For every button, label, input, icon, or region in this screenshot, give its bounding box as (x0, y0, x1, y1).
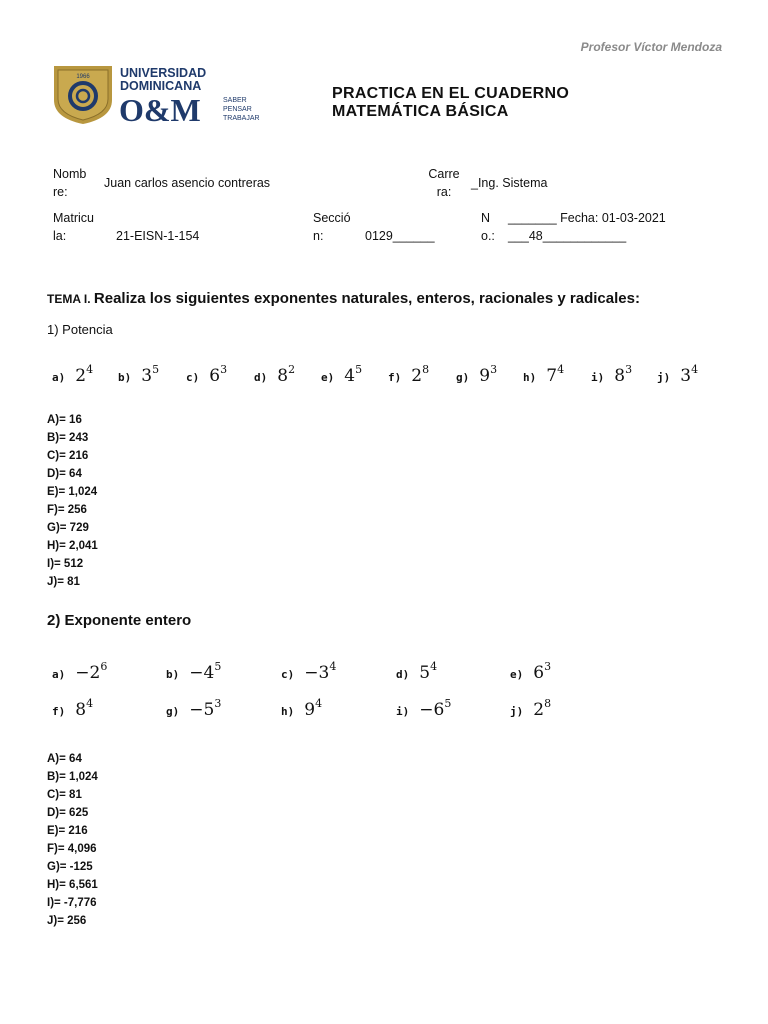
section2-exercise-g (166, 697, 222, 720)
document-title (332, 85, 569, 121)
section2-exercise-h (281, 697, 323, 720)
section2-answer: C)= 81 (47, 789, 82, 801)
university-logo (52, 64, 272, 126)
exercise-label: h) (523, 371, 537, 384)
tema-prefix: TEMA I. (47, 292, 94, 306)
nombre-label-line1: Nomb (53, 167, 87, 181)
section1-exercise-h (523, 363, 565, 386)
fecha-text: _______ Fecha: 01-03-2021 (508, 211, 666, 225)
exercise-label: a) (52, 371, 66, 384)
exercise-label: d) (396, 668, 410, 681)
exercise-base: 3 (141, 366, 153, 386)
section1-exercise-d (254, 363, 296, 386)
numero-value: ___48____________ (508, 229, 627, 243)
exercise-base: 8 (75, 700, 87, 720)
exercise-exponent: 4 (86, 697, 94, 710)
section1-answer: B)= 243 (47, 432, 89, 444)
exercise-exponent: 5 (214, 660, 222, 673)
exercise-base: 5 (419, 663, 431, 683)
exercise-label: c) (281, 668, 295, 681)
section2-answer: F)= 4,096 (47, 843, 97, 855)
exercise-base: −2 (75, 663, 101, 683)
section1-answer: G)= 729 (47, 522, 89, 534)
section2-answer: A)= 64 (47, 753, 82, 765)
section1-answer: F)= 256 (47, 504, 87, 516)
carrera-label-line2: ra: (436, 185, 452, 199)
exercise-exponent: 4 (86, 363, 94, 376)
nombre-label (53, 165, 86, 201)
section2-answers (47, 750, 98, 930)
section1-exercise-b (118, 363, 160, 386)
exercise-exponent: 3 (544, 660, 552, 673)
seccion-value: 0129______ (365, 229, 435, 243)
section1-answer: D)= 64 (47, 468, 82, 480)
exercise-label: e) (510, 668, 524, 681)
carrera-label-line1: Carre (428, 167, 460, 181)
exercise-exponent: 3 (220, 363, 228, 376)
exercise-base: 2 (533, 700, 545, 720)
exercise-label: g) (166, 705, 180, 718)
section1-exercise-j (657, 363, 699, 386)
exercise-base: 2 (411, 366, 423, 386)
exercise-exponent: 3 (490, 363, 498, 376)
section1-answer: A)= 16 (47, 414, 82, 426)
section2-answer: E)= 216 (47, 825, 88, 837)
exercise-base: 6 (533, 663, 545, 683)
exercise-base: 6 (209, 366, 221, 386)
exercise-label: b) (118, 371, 132, 384)
exercise-exponent: 8 (544, 697, 552, 710)
title-line-2: MATEMÁTICA BÁSICA (332, 103, 509, 120)
matricula-label-line1: Matricu (53, 211, 94, 225)
svg-text:1966: 1966 (76, 74, 90, 80)
exercise-label: c) (186, 371, 200, 384)
section1-exercise-e (321, 363, 363, 386)
exercise-exponent: 5 (355, 363, 363, 376)
seccion-label-line2: n: (313, 229, 324, 243)
exercise-exponent: 4 (430, 660, 438, 673)
exercise-label: h) (281, 705, 295, 718)
svg-text:PENSAR: PENSAR (223, 106, 252, 113)
exercise-exponent: 4 (315, 697, 323, 710)
carrera-value: _Ing. Sistema (471, 176, 548, 190)
exercise-label: a) (52, 668, 66, 681)
tema-instruction (47, 290, 640, 307)
exercise-label: d) (254, 371, 268, 384)
carrera-label (426, 165, 462, 201)
section1-answer: J)= 81 (47, 576, 80, 588)
section2-exercise-a (52, 660, 108, 683)
section2-answer: I)= -7,776 (47, 897, 97, 909)
matricula-label-line2: la: (53, 229, 67, 243)
numero-label-line2: o.: (481, 229, 495, 243)
section2-exercise-d (396, 660, 438, 683)
exercise-base: 4 (344, 366, 356, 386)
professor-name: Profesor Víctor Mendoza (580, 40, 722, 54)
seccion-label (313, 209, 351, 245)
exercise-base: 9 (304, 700, 316, 720)
matricula-value: 21-EISN-1-154 (116, 229, 200, 243)
section2-answer: J)= 256 (47, 915, 87, 927)
section2-answer: G)= -125 (47, 861, 93, 873)
numero-label (481, 209, 495, 245)
nombre-label-line2: re: (53, 185, 68, 199)
exercise-label: i) (591, 371, 605, 384)
svg-text:UNIVERSIDAD: UNIVERSIDAD (120, 66, 207, 80)
exercise-exponent: 3 (214, 697, 222, 710)
section1-answer: H)= 2,041 (47, 540, 98, 552)
exercise-exponent: 8 (422, 363, 430, 376)
exercise-base: 8 (277, 366, 289, 386)
section1-exercise-a (52, 363, 94, 386)
section2-exercise-i (396, 697, 452, 720)
exercise-base: −3 (304, 663, 330, 683)
exercise-label: e) (321, 371, 335, 384)
exercise-base: 3 (680, 366, 692, 386)
exercise-exponent: 5 (444, 697, 452, 710)
exercise-label: b) (166, 668, 180, 681)
section2-exercise-f (52, 697, 94, 720)
exercise-base: −4 (189, 663, 215, 683)
title-line-1: PRACTICA EN EL CUADERNO (332, 85, 570, 102)
section2-answer: H)= 6,561 (47, 879, 98, 891)
exercise-base: 9 (479, 366, 491, 386)
section1-answer: I)= 512 (47, 558, 84, 570)
section2-answer: B)= 1,024 (47, 771, 98, 783)
exercise-exponent: 6 (100, 660, 108, 673)
exercise-label: j) (510, 705, 524, 718)
nombre-value: Juan carlos asencio contreras (104, 176, 271, 190)
section1-exercise-i (591, 363, 633, 386)
section1-exercise-g (456, 363, 498, 386)
exercise-exponent: 4 (557, 363, 565, 376)
exercise-exponent: 5 (152, 363, 160, 376)
exercise-base: −5 (189, 700, 215, 720)
exercise-exponent: 4 (329, 660, 337, 673)
section2-heading: 2) Exponente entero (47, 612, 192, 629)
section1-answers (47, 411, 98, 591)
exercise-label: f) (52, 705, 66, 718)
svg-text:TRABAJAR: TRABAJAR (223, 115, 260, 122)
section1-answer: E)= 1,024 (47, 486, 98, 498)
numero-label-line1: N (481, 211, 491, 225)
section1-heading: 1) Potencia (47, 322, 113, 337)
svg-text:SABER: SABER (223, 97, 247, 104)
exercise-label: j) (657, 371, 671, 384)
section1-exercise-f (388, 363, 430, 386)
section2-answer: D)= 625 (47, 807, 89, 819)
section2-exercise-c (281, 660, 337, 683)
exercise-label: f) (388, 371, 402, 384)
svg-text:DOMINICANA: DOMINICANA (120, 79, 202, 93)
tema-text: Realiza los siguientes exponentes naturales, enteros, racionales y radicales: (93, 290, 640, 307)
exercise-base: −6 (419, 700, 445, 720)
section1-exercise-c (186, 363, 228, 386)
exercise-exponent: 3 (625, 363, 633, 376)
exercise-label: g) (456, 371, 470, 384)
exercise-base: 8 (614, 366, 626, 386)
seccion-label-line1: Secció (313, 211, 351, 225)
exercise-exponent: 4 (691, 363, 699, 376)
exercise-base: 2 (75, 366, 87, 386)
exercise-label: i) (396, 705, 410, 718)
exercise-exponent: 2 (288, 363, 296, 376)
svg-text:O&M: O&M (119, 92, 201, 126)
matricula-label (53, 209, 94, 245)
exercise-base: 7 (546, 366, 558, 386)
section2-exercise-e (510, 660, 552, 683)
section2-exercise-b (166, 660, 222, 683)
section2-exercise-j (510, 697, 552, 720)
section1-answer: C)= 216 (47, 450, 89, 462)
